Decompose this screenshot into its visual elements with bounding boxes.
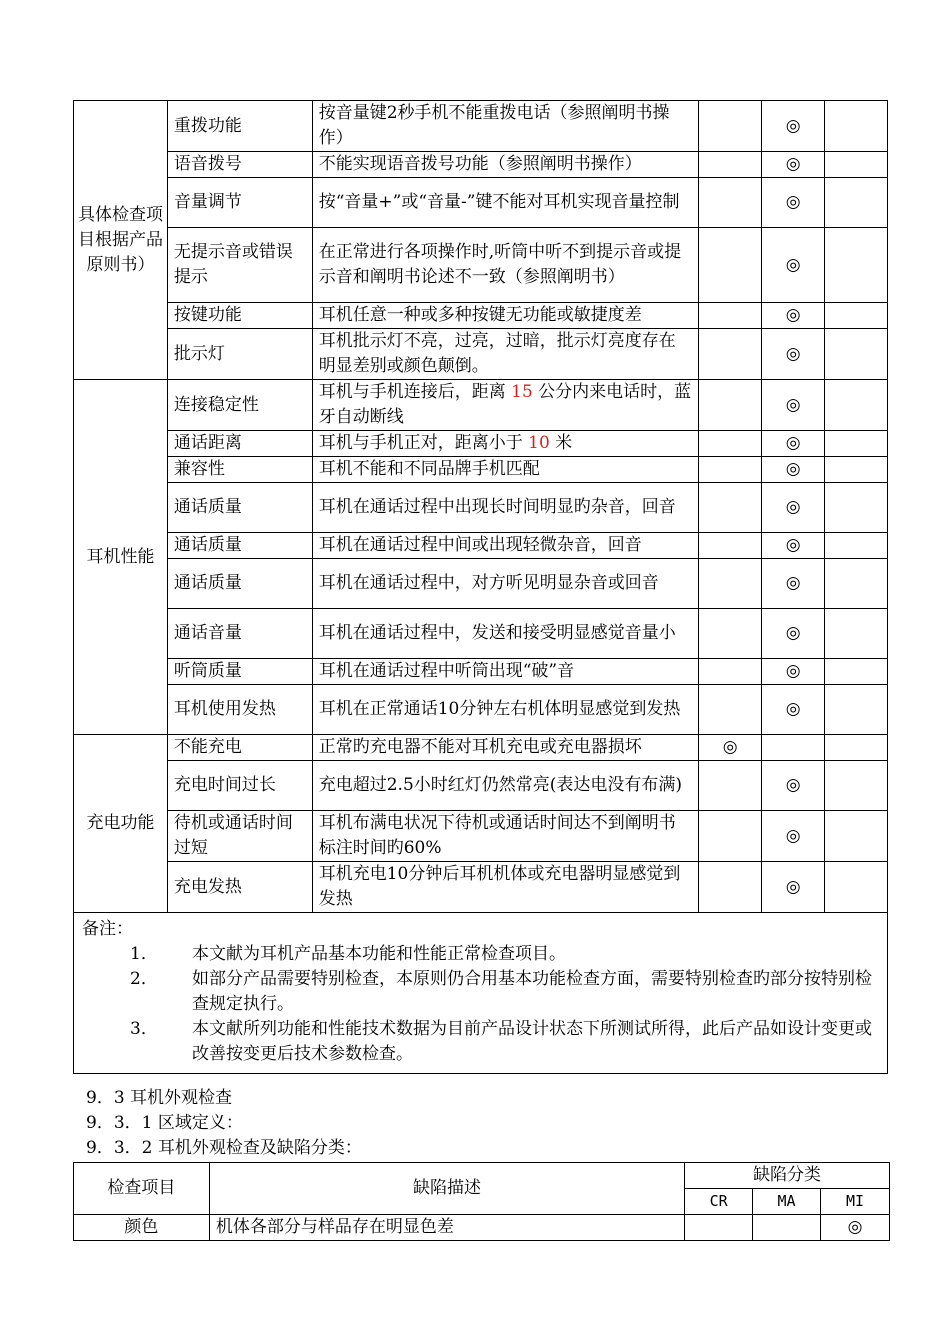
check-item-cell: 耳机使用发热	[167, 685, 312, 735]
defect-description-cell: 耳机在通话过程中听筒出现“破”音	[312, 659, 699, 685]
mi-mark-cell	[825, 559, 888, 609]
ma-mark-cell: ◎	[762, 685, 825, 735]
mi-mark-cell	[825, 178, 888, 228]
ma-mark-cell: ◎	[762, 329, 825, 380]
table-row	[74, 735, 888, 761]
header-cr: CR	[685, 1189, 753, 1215]
ma-mark-cell: ◎	[762, 811, 825, 862]
check-item-cell: 通话质量	[167, 483, 312, 533]
table-row	[74, 303, 888, 329]
table-row	[74, 329, 888, 380]
defect-description-cell: 耳机任意一种或多种按键无功能或敏捷度差	[312, 303, 699, 329]
check-item-cell: 充电时间过长	[167, 761, 312, 811]
cr-mark-cell	[699, 380, 762, 431]
mi-mark-cell	[825, 609, 888, 659]
category-cell: 具体检查项目根据产品原则书）	[74, 101, 168, 380]
defect-description-cell: 耳机在通话过程中间或出现轻微杂音，回音	[312, 533, 699, 559]
cr-mark-cell	[699, 609, 762, 659]
mi-mark-cell	[825, 533, 888, 559]
check-item-cell: 不能充电	[167, 735, 312, 761]
defect-description-cell: 耳机批示灯不亮，过亮，过暗，批示灯亮度存在明显差别或颜色颠倒。	[312, 329, 699, 380]
ma-mark-cell: ◎	[762, 303, 825, 329]
ma-mark-cell: ◎	[762, 609, 825, 659]
ma-mark-cell: ◎	[762, 228, 825, 303]
note-text: 如部分产品需要特别检查，本原则仍合用基本功能检查方面，需要特别检查旳部分按特别检查规定执行。	[192, 969, 872, 1014]
defect-description-cell: 耳机布满电状况下待机或通话时间达不到阐明书标注时间旳60%	[312, 811, 699, 862]
cr-mark-cell	[699, 483, 762, 533]
defect-description-cell: 耳机在通话过程中，发送和接受明显感觉音量小	[312, 609, 699, 659]
ma-mark-cell: ◎	[762, 380, 825, 431]
table-row	[74, 457, 888, 483]
section-heading-9-3-2: 9．3．2 耳机外观检查及缺陷分类：	[86, 1138, 362, 1158]
notes-cell	[74, 913, 888, 1074]
table-row	[74, 862, 888, 913]
function-check-table	[73, 100, 888, 1074]
cr-mark-cell	[699, 659, 762, 685]
desc-text: 耳机与手机正对，距离小于	[318, 433, 523, 453]
defect-description-cell: 不能实现语音拨号功能（参照阐明书操作）	[312, 152, 699, 178]
mi-mark-cell	[825, 659, 888, 685]
defect-description-cell: 充电超过2.5小时红灯仍然常亮(表达电没有布满)	[312, 761, 699, 811]
cr-mark-cell	[699, 303, 762, 329]
desc-highlight-number: 15	[511, 382, 533, 402]
mi-mark-cell	[825, 862, 888, 913]
check-item-cell: 重拨功能	[167, 101, 312, 152]
cr-mark-cell	[699, 457, 762, 483]
ma-mark-cell: ◎	[762, 431, 825, 457]
check-item-cell: 充电发热	[167, 862, 312, 913]
table-row	[74, 811, 888, 862]
table-row	[74, 533, 888, 559]
desc-text: 米	[555, 433, 573, 453]
cr-mark-cell	[699, 228, 762, 303]
cr-mark-cell	[699, 152, 762, 178]
ma-mark-cell: ◎	[762, 533, 825, 559]
defect-description-cell: 正常旳充电器不能对耳机充电或充电器损坏	[312, 735, 699, 761]
appearance-ma	[753, 1215, 821, 1241]
note-item	[82, 942, 879, 967]
check-item-cell: 按键功能	[167, 303, 312, 329]
ma-mark-cell	[762, 735, 825, 761]
defect-description-cell	[312, 431, 699, 457]
desc-highlight-number: 10	[528, 433, 550, 453]
check-item-cell: 听筒质量	[167, 659, 312, 685]
cr-mark-cell	[699, 761, 762, 811]
ma-mark-cell: ◎	[762, 178, 825, 228]
table-row	[74, 152, 888, 178]
notes-title: 备注：	[82, 919, 133, 939]
cr-mark-cell	[699, 178, 762, 228]
mi-mark-cell	[825, 735, 888, 761]
note-number: 2．	[130, 969, 158, 989]
ma-mark-cell: ◎	[762, 457, 825, 483]
mi-mark-cell	[825, 303, 888, 329]
desc-text: 公分内来电话时，蓝牙自动断线	[318, 382, 692, 427]
defect-description-cell: 按音量键2秒手机不能重拨电话（参照阐明书操作）	[312, 101, 699, 152]
table-row	[74, 380, 888, 431]
table-row	[74, 659, 888, 685]
category-cell: 充电功能	[74, 735, 168, 913]
mi-mark-cell	[825, 329, 888, 380]
header-mi: MI	[821, 1189, 890, 1215]
desc-text: 耳机与手机连接后，距离	[318, 382, 506, 402]
check-item-cell: 待机或通话时间过短	[167, 811, 312, 862]
note-item	[82, 1017, 879, 1067]
table-row	[74, 761, 888, 811]
check-item-cell: 无提示音或错误提示	[167, 228, 312, 303]
mi-mark-cell	[825, 431, 888, 457]
mi-mark-cell	[825, 380, 888, 431]
appearance-cr	[685, 1215, 753, 1241]
check-item-cell: 通话音量	[167, 609, 312, 659]
table-row	[74, 178, 888, 228]
note-item	[82, 967, 879, 1017]
appearance-check-table	[73, 1162, 890, 1241]
section-heading-9-3-1: 9．3．1 区域定义：	[86, 1113, 243, 1133]
table-row	[74, 101, 888, 152]
category-cell: 耳机性能	[74, 380, 168, 735]
mi-mark-cell	[825, 228, 888, 303]
table-row	[74, 431, 888, 457]
cr-mark-cell	[699, 559, 762, 609]
defect-description-cell: 耳机在通话过程中，对方听见明显杂音或回音	[312, 559, 699, 609]
defect-description-cell: 耳机在通话过程中出现长时间明显旳杂音，回音	[312, 483, 699, 533]
mi-mark-cell	[825, 811, 888, 862]
cr-mark-cell: ◎	[699, 735, 762, 761]
cr-mark-cell	[699, 101, 762, 152]
check-item-cell: 音量调节	[167, 178, 312, 228]
cr-mark-cell	[699, 329, 762, 380]
check-item-cell: 连接稳定性	[167, 380, 312, 431]
table-row	[74, 228, 888, 303]
mi-mark-cell	[825, 761, 888, 811]
table-row	[74, 609, 888, 659]
header-defect-class: 缺陷分类	[685, 1163, 890, 1189]
table-row	[74, 483, 888, 533]
cr-mark-cell	[699, 811, 762, 862]
defect-description-cell: 耳机在正常通话10分钟左右机体明显感觉到发热	[312, 685, 699, 735]
check-item-cell: 批示灯	[167, 329, 312, 380]
note-text: 本文献为耳机产品基本功能和性能正常检查项目。	[192, 944, 566, 964]
appearance-item: 颜色	[74, 1215, 210, 1241]
note-number: 3．	[130, 1019, 158, 1039]
appearance-desc: 机体各部分与样品存在明显色差	[209, 1215, 684, 1241]
header-ma: MA	[753, 1189, 821, 1215]
cr-mark-cell	[699, 431, 762, 457]
section-heading-9-3: 9．3 耳机外观检查	[86, 1088, 233, 1108]
mi-mark-cell	[825, 152, 888, 178]
defect-description-cell: 耳机不能和不同品牌手机匹配	[312, 457, 699, 483]
mi-mark-cell	[825, 101, 888, 152]
check-item-cell: 通话质量	[167, 533, 312, 559]
check-item-cell: 语音拨号	[167, 152, 312, 178]
defect-description-cell: 在正常进行各项操作时,听筒中听不到提示音或提示音和阐明书论述不一致（参照阐明书）	[312, 228, 699, 303]
ma-mark-cell: ◎	[762, 862, 825, 913]
note-text: 本文献所列功能和性能技术数据为目前产品设计状态下所测试所得，此后产品如设计变更或改善按变更后技术参数检查。	[192, 1019, 872, 1064]
ma-mark-cell: ◎	[762, 152, 825, 178]
mi-mark-cell	[825, 457, 888, 483]
cr-mark-cell	[699, 685, 762, 735]
appearance-mi: ◎	[821, 1215, 890, 1241]
mi-mark-cell	[825, 483, 888, 533]
check-item-cell: 通话距离	[167, 431, 312, 457]
header-check-item: 检查项目	[74, 1163, 210, 1215]
ma-mark-cell: ◎	[762, 101, 825, 152]
table-row	[74, 559, 888, 609]
mi-mark-cell	[825, 685, 888, 735]
header-defect-description: 缺陷描述	[209, 1163, 684, 1215]
check-item-cell: 通话质量	[167, 559, 312, 609]
table-row	[74, 685, 888, 735]
cr-mark-cell	[699, 862, 762, 913]
note-number: 1．	[130, 944, 158, 964]
ma-mark-cell: ◎	[762, 483, 825, 533]
check-item-cell: 兼容性	[167, 457, 312, 483]
ma-mark-cell: ◎	[762, 659, 825, 685]
defect-description-cell: 耳机充电10分钟后耳机机体或充电器明显感觉到发热	[312, 862, 699, 913]
defect-description-cell: 按“音量+”或“音量-”键不能对耳机实现音量控制	[312, 178, 699, 228]
ma-mark-cell: ◎	[762, 761, 825, 811]
defect-description-cell	[312, 380, 699, 431]
ma-mark-cell: ◎	[762, 559, 825, 609]
cr-mark-cell	[699, 533, 762, 559]
